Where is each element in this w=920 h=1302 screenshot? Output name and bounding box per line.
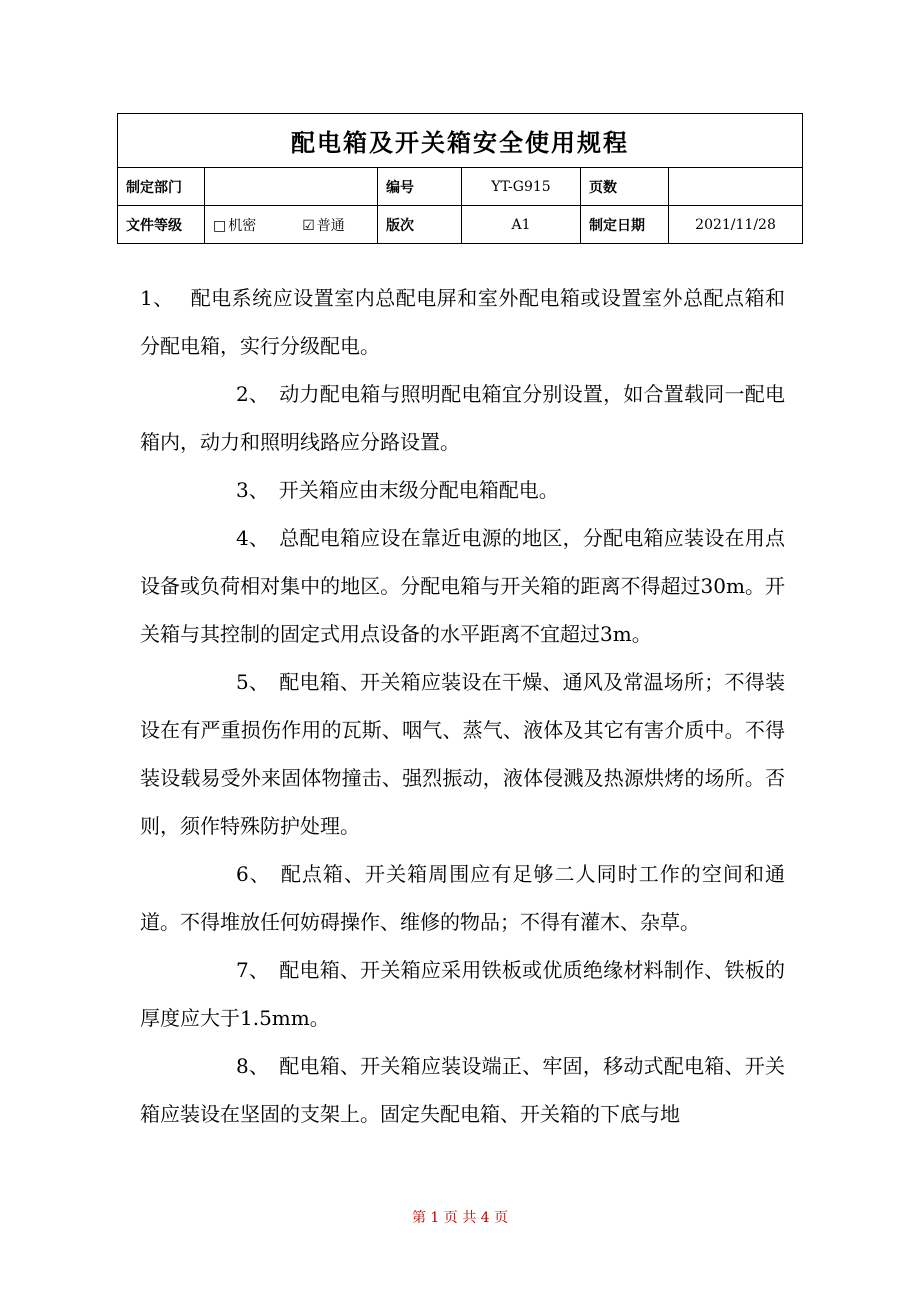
option-secret: 机密 <box>228 217 257 234</box>
item-text: 动力配电箱与照明配电箱宜分别设置，如合置载同一配电箱内，动力和照明线路应分路设置。 <box>140 382 786 454</box>
unchecked-box-icon: □ <box>213 217 227 234</box>
document-header-table <box>117 113 803 244</box>
date-value: 2021/11/28 <box>669 206 803 244</box>
version-value: A1 <box>462 206 581 244</box>
version-label: 版次 <box>378 206 462 244</box>
item-number: 5、 <box>236 670 270 694</box>
list-item <box>140 514 785 658</box>
item-text: 配电箱、开关箱应采用铁板或优质绝缘材料制作、铁板的厚度应大于1.5mm。 <box>140 958 786 1030</box>
list-item <box>140 1042 785 1138</box>
document-title: 配电箱及开关箱安全使用规程 <box>118 114 803 168</box>
list-item <box>140 466 785 514</box>
item-text: 配电箱、开关箱应装设端正、牢固，移动式配电箱、开关箱应装设在坚固的支架上。固定失配电箱、开关箱的下底与地 <box>140 1054 786 1126</box>
item-text: 配点箱、开关箱周围应有足够二人同时工作的空间和通道。不得堆放任何妨碍操作、维修的物品；不得有灌木、杂草。 <box>140 862 785 934</box>
list-item <box>140 850 785 946</box>
list-item <box>140 946 785 1042</box>
item-number: 7、 <box>236 958 270 982</box>
level-options <box>205 206 378 244</box>
item-text: 总配电箱应设在靠近电源的地区，分配电箱应装设在用点设备或负荷相对集中的地区。分配电箱与开关箱的距离不得超过30m。开关箱与其控制的固定式用点设备的水平距离不宜超过3m。 <box>140 526 786 646</box>
item-text: 开关箱应由末级分配电箱配电。 <box>278 478 559 502</box>
dept-value <box>205 168 378 206</box>
item-text: 配电系统应设置室内总配电屏和室外配电箱或设置室外总配点箱和分配电箱，实行分级配电。 <box>140 286 786 358</box>
pages-value <box>669 168 803 206</box>
item-number: 6、 <box>236 862 271 886</box>
item-number: 8、 <box>236 1054 270 1078</box>
code-label: 编号 <box>378 168 462 206</box>
option-normal: 普通 <box>316 217 345 234</box>
list-item <box>140 658 785 850</box>
item-number: 2、 <box>236 382 270 406</box>
dept-label: 制定部门 <box>118 168 205 206</box>
document-body <box>140 274 785 1138</box>
checked-box-icon: ☑ <box>302 217 315 234</box>
list-item <box>140 274 785 370</box>
level-label: 文件等级 <box>118 206 205 244</box>
page-footer: 第 1 页 共 4 页 <box>411 1210 509 1226</box>
pages-label: 页数 <box>581 168 669 206</box>
date-label: 制定日期 <box>581 206 669 244</box>
list-item <box>140 370 785 466</box>
item-number: 4、 <box>236 526 270 550</box>
item-number: 3、 <box>236 478 269 502</box>
code-value: YT-G915 <box>462 168 581 206</box>
item-text: 配电箱、开关箱应装设在干燥、通风及常温场所；不得装设在有严重损伤作用的瓦斯、咽气、蒸气、液体及其它有害介质中。不得装设载易受外来固体物撞击、强烈振动，液体侵溅及热源烘烤的场所。否则，须作特殊防护处理。 <box>140 670 786 838</box>
item-number: 1、 <box>140 286 174 310</box>
